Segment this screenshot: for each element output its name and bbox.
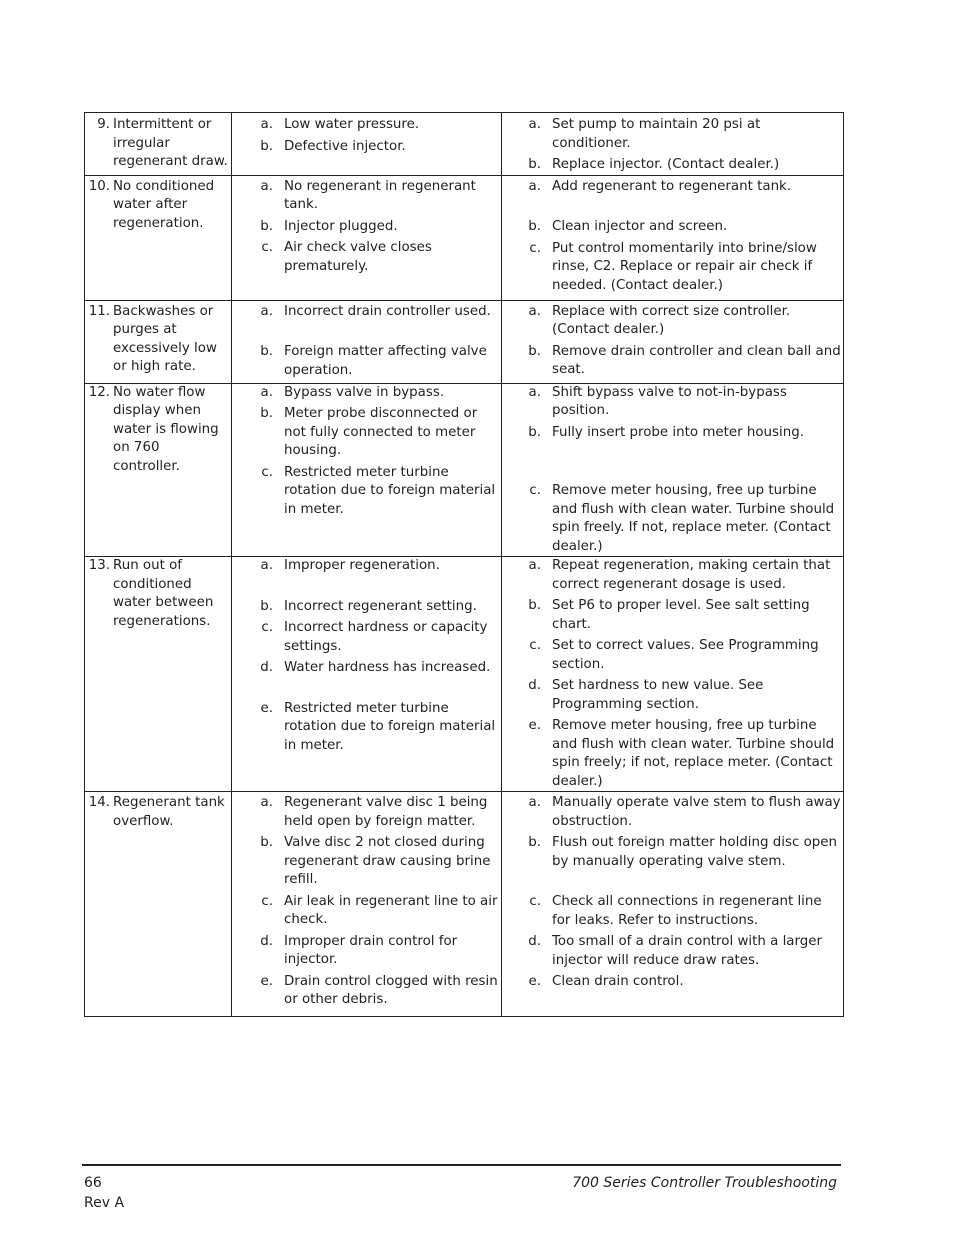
- item-text: Too small of a drain control with a larger injector will reduce draw rates.: [552, 934, 823, 968]
- item-letter: a.: [528, 117, 541, 132]
- item-letter: b.: [528, 424, 541, 440]
- item-letter: a.: [260, 303, 273, 319]
- troubleshooting-table-body: [85, 113, 844, 1017]
- item-letter: b.: [528, 835, 541, 850]
- cause-item: [232, 178, 501, 215]
- correction-cell: [502, 113, 844, 176]
- correction-item: [502, 343, 843, 380]
- item-letter: b.: [260, 835, 273, 850]
- correction-item: [502, 637, 843, 674]
- cause-item: [232, 557, 501, 576]
- problem-text: No conditioned water after regeneration.: [113, 178, 215, 231]
- item-text: Flush out foreign matter holding disc open by manually operating valve stem.: [552, 835, 837, 869]
- item-letter: c.: [529, 483, 541, 498]
- item-text: Restricted meter turbine rotation due to foreign material in meter.: [284, 700, 496, 753]
- cause-item: [232, 138, 501, 157]
- item-letter: a.: [260, 795, 273, 810]
- item-text: Remove drain controller and clean ball and seat.: [552, 343, 841, 377]
- table-row: [85, 792, 844, 1017]
- item-letter: b.: [528, 219, 541, 234]
- problem-cell: [85, 300, 232, 383]
- item-text: Drain control clogged with resin or other debris.: [284, 973, 498, 1007]
- cause-item: [232, 794, 501, 831]
- item-text: Incorrect regenerant setting.: [284, 598, 477, 614]
- item-text: Air leak in regenerant line to air check.: [284, 893, 498, 927]
- footer-rule: [82, 1164, 841, 1166]
- page-number: 66: [84, 1175, 102, 1191]
- item-text: Replace with correct size controller. (Contact dealer.): [552, 303, 791, 337]
- item-letter: b.: [528, 598, 541, 613]
- item-letter: b.: [528, 157, 541, 172]
- item-letter: c.: [261, 893, 273, 909]
- cause-item: [232, 659, 501, 678]
- cause-item: [232, 405, 501, 461]
- problem-cell: [85, 383, 232, 557]
- correction-item: [502, 384, 843, 421]
- correction-item: [502, 834, 843, 871]
- item-text: Incorrect hardness or capacity settings.: [284, 620, 488, 654]
- cause-item: [232, 384, 501, 403]
- item-letter: c.: [261, 464, 273, 480]
- item-text: Improper drain control for injector.: [284, 933, 458, 967]
- item-text: Incorrect drain controller used.: [284, 303, 491, 319]
- problem-number: 10.: [88, 178, 110, 194]
- cause-item: [232, 343, 501, 380]
- correction-item: [502, 116, 843, 153]
- item-text: Low water pressure.: [284, 117, 420, 132]
- item-letter: e.: [528, 974, 541, 989]
- item-text: Fully insert probe into meter housing.: [552, 424, 804, 440]
- cause-item: [232, 619, 501, 656]
- correction-item: [502, 424, 843, 443]
- item-letter: b.: [528, 343, 541, 359]
- item-letter: c.: [529, 894, 541, 909]
- item-text: Set to correct values. See Programming section.: [552, 638, 819, 672]
- item-text: Injector plugged.: [284, 218, 398, 234]
- cause-item: [232, 700, 501, 756]
- table-row: [85, 557, 844, 792]
- item-text: Water hardness has increased.: [284, 660, 491, 675]
- correction-item: [502, 178, 843, 197]
- item-letter: a.: [528, 303, 541, 319]
- table-row: [85, 113, 844, 176]
- problem-cell: [85, 557, 232, 792]
- problem-number: 11.: [88, 303, 110, 319]
- item-letter: a.: [528, 178, 541, 194]
- item-text: Clean injector and screen.: [552, 219, 728, 234]
- item-letter: c.: [529, 240, 541, 256]
- item-letter: a.: [260, 178, 273, 194]
- cause-item: [232, 973, 501, 1010]
- correction-item: [502, 557, 843, 594]
- cause-cell: [232, 383, 502, 557]
- cause-item: [232, 893, 501, 930]
- cause-cell: [232, 300, 502, 383]
- item-text: Put control momentarily into brine/slow rinse, C2. Replace or repair air check if needed. (Contact dealer.): [552, 240, 817, 293]
- item-letter: a.: [528, 384, 541, 400]
- problem-number: 13.: [88, 558, 110, 573]
- item-letter: e.: [260, 700, 273, 716]
- item-letter: d.: [260, 933, 273, 949]
- problem-text: Backwashes or purges at excessively low or high rate.: [113, 303, 217, 374]
- correction-cell: [502, 792, 844, 1017]
- item-letter: e.: [528, 718, 541, 733]
- item-text: Clean drain control.: [552, 974, 684, 989]
- item-text: Defective injector.: [284, 138, 406, 154]
- item-letter: b.: [260, 406, 273, 421]
- item-text: Replace injector. (Contact dealer.): [552, 157, 780, 172]
- item-text: Set hardness to new value. See Programming section.: [552, 678, 764, 712]
- item-text: Foreign matter affecting valve operation.: [284, 344, 487, 378]
- cause-item: [232, 933, 501, 970]
- cause-item: [232, 598, 501, 617]
- correction-cell: [502, 383, 844, 557]
- cause-cell: [232, 113, 502, 176]
- correction-item: [502, 218, 843, 237]
- item-text: Bypass valve in bypass.: [284, 384, 445, 400]
- cause-item: [232, 464, 501, 520]
- cause-cell: [232, 792, 502, 1017]
- correction-item: [502, 303, 843, 340]
- item-letter: b.: [260, 138, 273, 154]
- correction-item: [502, 677, 843, 714]
- item-text: Remove meter housing, free up turbine and flush with clean water. Turbine should spin freely; if not, replace meter. (Contact dealer.): [552, 718, 835, 789]
- correction-cell: [502, 175, 844, 300]
- correction-item: [502, 933, 843, 970]
- cause-item: [232, 218, 501, 237]
- footer-left: [84, 1173, 124, 1213]
- item-letter: d.: [260, 660, 273, 675]
- problem-text: No water flow display when water is flowing on 760 controller.: [113, 384, 219, 474]
- item-text: Manually operate valve stem to flush away obstruction.: [552, 795, 841, 829]
- item-letter: c.: [261, 240, 273, 255]
- problem-text: Regenerant tank overflow.: [113, 795, 225, 829]
- item-letter: a.: [260, 384, 273, 400]
- item-text: Repeat regeneration, making certain that correct regenerant dosage is used.: [552, 558, 831, 592]
- item-text: Shift bypass valve to not-in-bypass position.: [552, 384, 787, 418]
- correction-item: [502, 794, 843, 831]
- correction-item: [502, 156, 843, 175]
- item-letter: e.: [260, 973, 273, 989]
- item-text: Check all connections in regenerant line for leaks. Refer to instructions.: [552, 894, 822, 928]
- item-text: Remove meter housing, free up turbine and flush with clean water. Turbine should spin freely. If not, replace meter. (Contact dealer.): [552, 483, 835, 554]
- item-text: Set pump to maintain 20 psi at conditioner.: [552, 117, 761, 151]
- problem-number: 9.: [97, 117, 110, 132]
- item-letter: d.: [528, 934, 541, 949]
- item-letter: a.: [528, 558, 541, 573]
- item-letter: c.: [261, 620, 273, 635]
- problem-number: 14.: [88, 795, 110, 810]
- cause-cell: [232, 175, 502, 300]
- problem-cell: [85, 792, 232, 1017]
- cause-item: [232, 834, 501, 890]
- item-letter: c.: [529, 638, 541, 653]
- item-letter: d.: [528, 678, 541, 693]
- correction-item: [502, 597, 843, 634]
- item-text: No regenerant in regenerant tank.: [284, 178, 476, 212]
- item-text: Regenerant valve disc 1 being held open by foreign matter.: [284, 795, 488, 829]
- correction-cell: [502, 557, 844, 792]
- item-letter: a.: [260, 558, 273, 573]
- footer-title: 700 Series Controller Troubleshooting: [572, 1175, 837, 1191]
- problem-number: 12.: [88, 384, 110, 400]
- problem-cell: [85, 113, 232, 176]
- item-text: Add regenerant to regenerant tank.: [552, 178, 792, 194]
- correction-cell: [502, 300, 844, 383]
- troubleshooting-table: [84, 112, 844, 1017]
- correction-item: [502, 717, 843, 791]
- correction-item: [502, 893, 843, 930]
- problem-text: Run out of conditioned water between regenerations.: [113, 558, 214, 629]
- correction-item: [502, 240, 843, 296]
- item-text: Air check valve closes prematurely.: [284, 240, 432, 274]
- cause-item: [232, 303, 501, 322]
- item-text: Meter probe disconnected or not fully connected to meter housing.: [284, 406, 478, 458]
- item-letter: a.: [260, 117, 273, 132]
- problem-text: Intermittent or irregular regenerant draw.: [113, 117, 228, 169]
- item-letter: a.: [528, 795, 541, 810]
- table-row: [85, 383, 844, 557]
- table-row: [85, 175, 844, 300]
- cause-item: [232, 239, 501, 276]
- problem-cell: [85, 175, 232, 300]
- correction-item: [502, 973, 843, 992]
- item-text: Restricted meter turbine rotation due to foreign material in meter.: [284, 464, 496, 517]
- item-text: Valve disc 2 not closed during regenerant draw causing brine refill.: [284, 835, 491, 887]
- table-row: [85, 300, 844, 383]
- item-letter: b.: [260, 598, 273, 614]
- cause-item: [232, 116, 501, 135]
- item-letter: b.: [260, 344, 273, 359]
- item-letter: b.: [260, 218, 273, 234]
- item-text: Improper regeneration.: [284, 558, 440, 573]
- revision-label: Rev A: [84, 1195, 125, 1211]
- item-text: Set P6 to proper level. See salt setting chart.: [552, 598, 810, 632]
- correction-item: [502, 482, 843, 556]
- cause-cell: [232, 557, 502, 792]
